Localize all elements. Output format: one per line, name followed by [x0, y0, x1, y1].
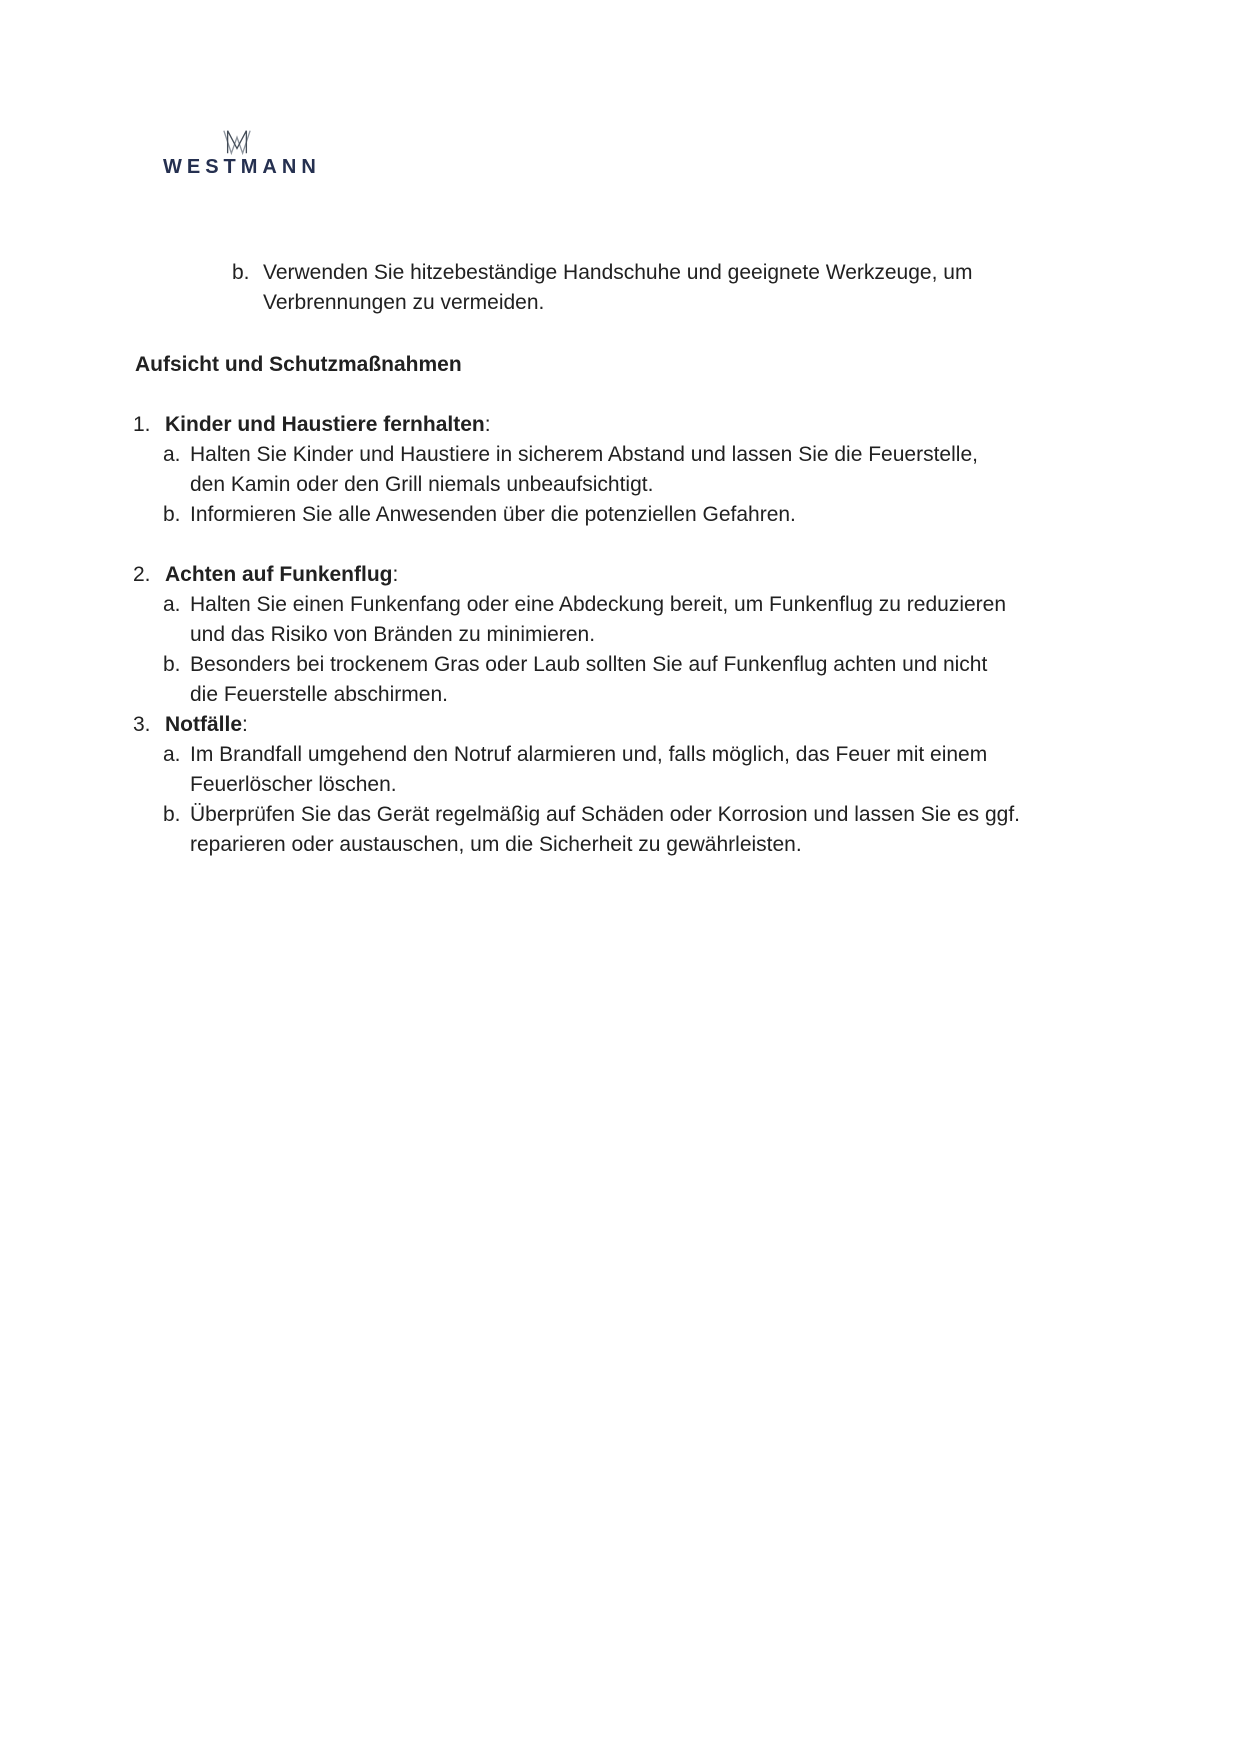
sub-item-1a-cont	[0, 470, 1240, 500]
sub-item-text: Halten Sie Kinder und Haustiere in sicherem Abstand und lassen Sie die Feuerstelle,	[190, 443, 978, 466]
list-marker: a.	[163, 443, 181, 466]
numbered-item-title-text: Achten auf Funkenflug	[165, 563, 393, 586]
sub-item-1b	[0, 500, 1240, 530]
title-colon: :	[242, 713, 248, 736]
list-item-hanging-b-cont	[0, 288, 1240, 318]
wm-monogram-icon	[222, 127, 252, 155]
section-heading	[0, 350, 1240, 380]
list-marker: b.	[163, 803, 181, 826]
list-marker: a.	[163, 593, 181, 616]
list-number: 2.	[133, 563, 151, 586]
sub-item-text: Besonders bei trockenem Gras oder Laub sollten Sie auf Funkenflug achten und nicht	[190, 653, 988, 676]
title-colon: :	[484, 413, 491, 436]
list-item-hanging-b	[0, 258, 1240, 288]
document-content	[0, 258, 1240, 860]
sub-item-text: Informieren Sie alle Anwesenden über die potenziellen Gefahren.	[190, 503, 796, 526]
sub-item-text: und das Risiko von Bränden zu minimieren.	[190, 623, 596, 646]
list-marker: b.	[232, 261, 250, 284]
sub-item-3a-cont	[0, 770, 1240, 800]
section-heading-text: Aufsicht und Schutzmaßnahmen	[135, 353, 462, 376]
list-item-text: Verbrennungen zu vermeiden.	[263, 291, 545, 314]
sub-item-2b-cont	[0, 680, 1240, 710]
numbered-item-title-text: Kinder und Haustiere fernhalten	[165, 413, 485, 436]
sub-item-text: Überprüfen Sie das Gerät regelmäßig auf Schäden oder Korrosion und lassen Sie es ggf.	[190, 803, 1020, 826]
sub-item-3b-cont	[0, 830, 1240, 860]
list-number: 1.	[133, 413, 151, 436]
list-item-text: Verwenden Sie hitzebeständige Handschuhe und geeignete Werkzeuge, um	[263, 261, 973, 284]
numbered-item-3	[0, 710, 1240, 740]
numbered-item-title	[165, 560, 398, 590]
sub-item-3b	[0, 800, 1240, 830]
sub-item-text: den Kamin oder den Grill niemals unbeaufsichtigt.	[190, 473, 654, 496]
numbered-item-title	[165, 710, 248, 740]
numbered-item-2	[0, 560, 1240, 590]
sub-item-3a	[0, 740, 1240, 770]
sub-item-text: Feuerlöscher löschen.	[190, 773, 397, 796]
list-marker: b.	[163, 653, 181, 676]
sub-item-2b	[0, 650, 1240, 680]
westmann-logo	[0, 0, 420, 200]
numbered-item-title	[165, 410, 491, 440]
list-number: 3.	[133, 713, 151, 736]
sub-item-text: reparieren oder austauschen, um die Sicherheit zu gewährleisten.	[190, 833, 802, 856]
sub-item-text: Halten Sie einen Funkenfang oder eine Abdeckung bereit, um Funkenflug zu reduzieren	[190, 593, 1007, 616]
numbered-item-title-text: Notfälle	[165, 713, 243, 736]
list-marker: a.	[163, 743, 181, 766]
sub-item-text: die Feuerstelle abschirmen.	[190, 683, 448, 706]
title-colon: :	[392, 563, 399, 586]
list-marker: b.	[163, 503, 181, 526]
sub-item-2a	[0, 590, 1240, 620]
sub-item-2a-cont	[0, 620, 1240, 650]
logo-wordmark: WESTMANN	[163, 156, 321, 178]
numbered-item-1	[0, 410, 1240, 440]
sub-item-1a	[0, 440, 1240, 470]
sub-item-text: Im Brandfall umgehend den Notruf alarmieren und, falls möglich, das Feuer mit einem	[190, 743, 988, 766]
